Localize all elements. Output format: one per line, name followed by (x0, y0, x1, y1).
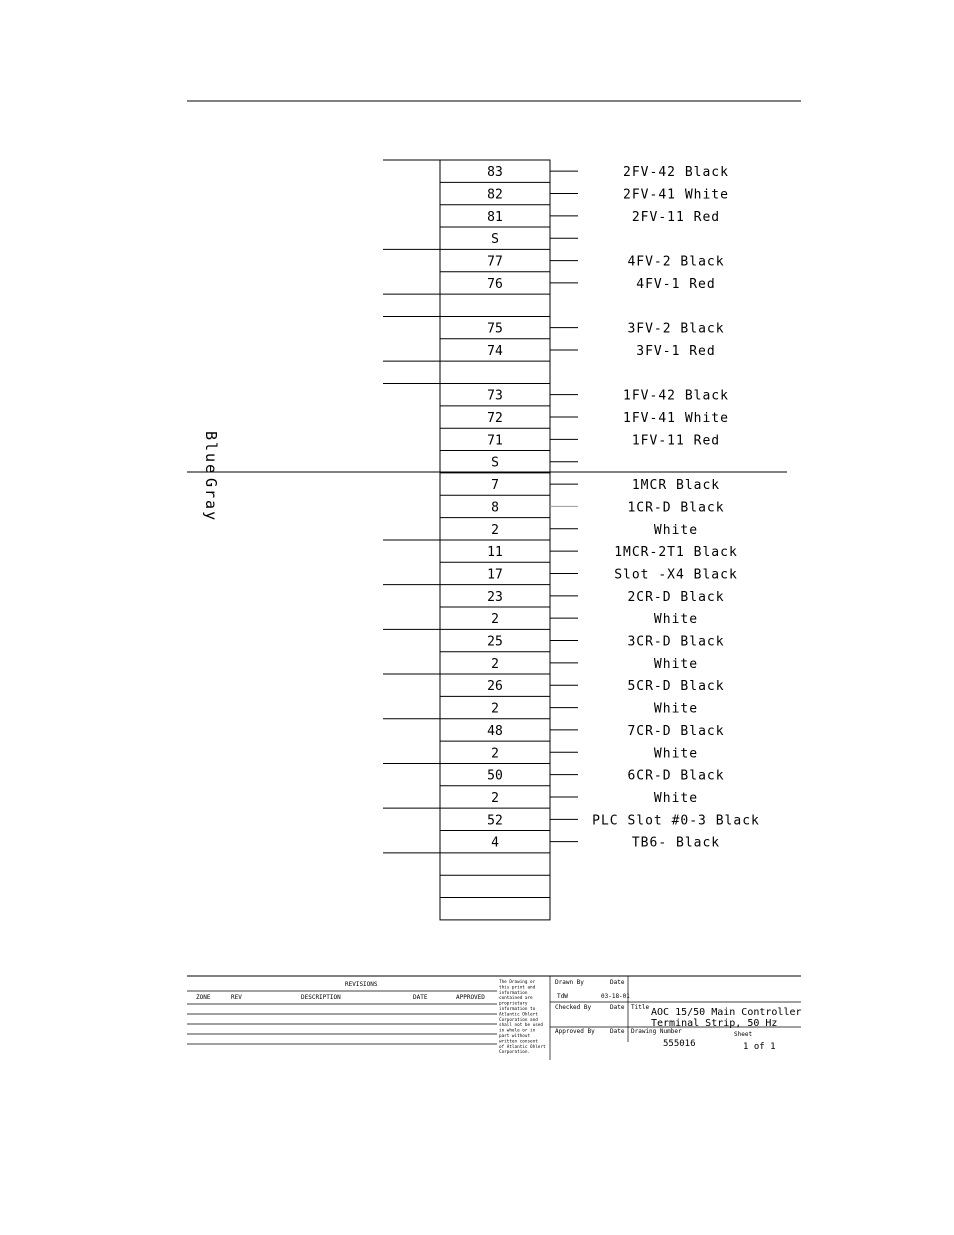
drawing-number: 555016 (663, 1039, 696, 1049)
revisions-heading: REVISIONS (345, 981, 378, 988)
terminal-number: 73 (487, 388, 503, 404)
drawn-date-value: 03-18-01 (601, 993, 630, 1000)
wire-label: 2CR-D Black (627, 589, 725, 605)
notice-line: Corporation. (499, 1050, 531, 1056)
notice-line: part without (499, 1034, 531, 1039)
terminal-number: 74 (487, 343, 503, 359)
wire-label: 3CR-D Black (627, 634, 725, 650)
title-label: Title (631, 1004, 650, 1011)
terminal-number: 82 (487, 187, 503, 203)
cable-label-blue: Blue (202, 431, 220, 476)
wire-label: White (653, 790, 699, 806)
terminal-number: 81 (487, 209, 503, 225)
notice-line: proprietary (499, 1001, 528, 1007)
title-block (187, 976, 802, 1060)
terminal-number: 77 (487, 254, 503, 270)
terminal-number: 2 (491, 746, 499, 762)
wire-label: Slot -X4 Black (614, 567, 738, 583)
terminal-number: 2 (491, 701, 499, 717)
wire-label: TB6- Black (631, 835, 721, 851)
notice-line: in whole or in (499, 1028, 536, 1034)
wire-label: 2FV-42 Black (623, 165, 729, 181)
drawn-by-value: TdW (557, 993, 568, 1000)
notice-line: of Atlantic Ohlert (499, 1044, 546, 1050)
wire-label: 3FV-2 Black (627, 321, 725, 337)
wire-label: 2FV-11 Red (631, 209, 721, 225)
terminal-number: 50 (487, 768, 503, 784)
terminal-number: 11 (487, 545, 503, 561)
terminal-number: 17 (487, 567, 503, 583)
terminal-number: 26 (487, 679, 503, 695)
terminal-number: 7 (491, 478, 499, 494)
sheet-label: Sheet (734, 1031, 753, 1038)
terminal-number: 2 (491, 522, 499, 538)
drawing-number-label: Drawing Number (631, 1028, 682, 1035)
notice-line: information to (499, 1007, 536, 1012)
wire-label: White (653, 746, 699, 762)
wire-label: White (653, 656, 699, 672)
rev-col-description: DESCRIPTION (301, 994, 341, 1001)
sheet-value: 1 of 1 (743, 1042, 776, 1052)
wire-label: 7CR-D Black (627, 723, 725, 739)
drawn-date-label: Date (610, 979, 625, 986)
terminal-number: 48 (487, 723, 503, 739)
wire-label: 1FV-11 Red (631, 433, 721, 449)
rev-col-date: DATE (413, 994, 428, 1001)
notice-line: The Drawing or (499, 980, 536, 985)
terminal-number: 25 (487, 634, 503, 650)
rev-col-approved: APPROVED (456, 994, 485, 1001)
notice-line: contained are (499, 996, 533, 1002)
notice-line: information (499, 990, 528, 996)
notice-line: Atlantic Ohlert (499, 1012, 538, 1018)
terminal-strip (383, 160, 760, 920)
checked-date-label: Date (610, 1004, 625, 1011)
terminal-number: 4 (491, 835, 499, 851)
checked-by-label: Checked By (555, 1004, 592, 1011)
wire-label: White (653, 522, 699, 538)
terminal-number: 76 (487, 276, 503, 292)
proprietary-notice (499, 979, 546, 1055)
wire-label: 6CR-D Black (627, 768, 725, 784)
terminal-number: S (491, 455, 499, 471)
terminal-number: 71 (487, 433, 503, 449)
wire-label: 1CR-D Black (627, 500, 725, 516)
notice-line: shall not be used (499, 1023, 543, 1029)
terminal-number: 75 (487, 321, 503, 337)
terminal-number: 2 (491, 790, 499, 806)
notice-line: written consent (499, 1039, 538, 1045)
wire-label: 1MCR Black (631, 478, 721, 494)
rev-col-zone: ZONE (196, 994, 211, 1001)
terminal-number: 72 (487, 411, 503, 427)
drawn-by-label: Drawn By (555, 979, 584, 986)
terminal-number: 2 (491, 656, 499, 672)
approved-by-label: Approved By (555, 1028, 595, 1035)
wire-label: 1MCR-2T1 Black (614, 545, 738, 561)
terminal-number: 83 (487, 165, 503, 181)
wire-label: 1FV-41 White (623, 411, 729, 427)
wire-label: 2FV-41 White (623, 187, 729, 203)
terminal-number: S (491, 232, 499, 248)
wire-label: 3FV-1 Red (636, 343, 716, 359)
approved-date-label: Date (610, 1028, 625, 1035)
wire-label: 1FV-42 Black (623, 388, 729, 404)
wire-label: 5CR-D Black (627, 679, 725, 695)
terminal-number: 52 (487, 813, 503, 829)
terminal-number: 2 (491, 612, 499, 628)
drawing-title-line2: Terminal Strip, 50 Hz (651, 1018, 778, 1029)
wire-label: 4FV-2 Black (627, 254, 725, 270)
rev-col-rev: REV (231, 994, 242, 1001)
wire-label: PLC Slot #0-3 Black (592, 813, 760, 829)
terminal-number: 23 (487, 589, 503, 605)
cable-label-gray: Gray (202, 478, 220, 523)
wire-label: 4FV-1 Red (636, 276, 716, 292)
wire-label: White (653, 701, 699, 717)
notice-line: Corporation and (499, 1017, 538, 1023)
notice-line: this print and (499, 985, 536, 991)
wire-label: White (653, 612, 699, 628)
terminal-number: 8 (491, 500, 499, 516)
drawing-title-line1: AOC 15/50 Main Controller (651, 1007, 802, 1018)
